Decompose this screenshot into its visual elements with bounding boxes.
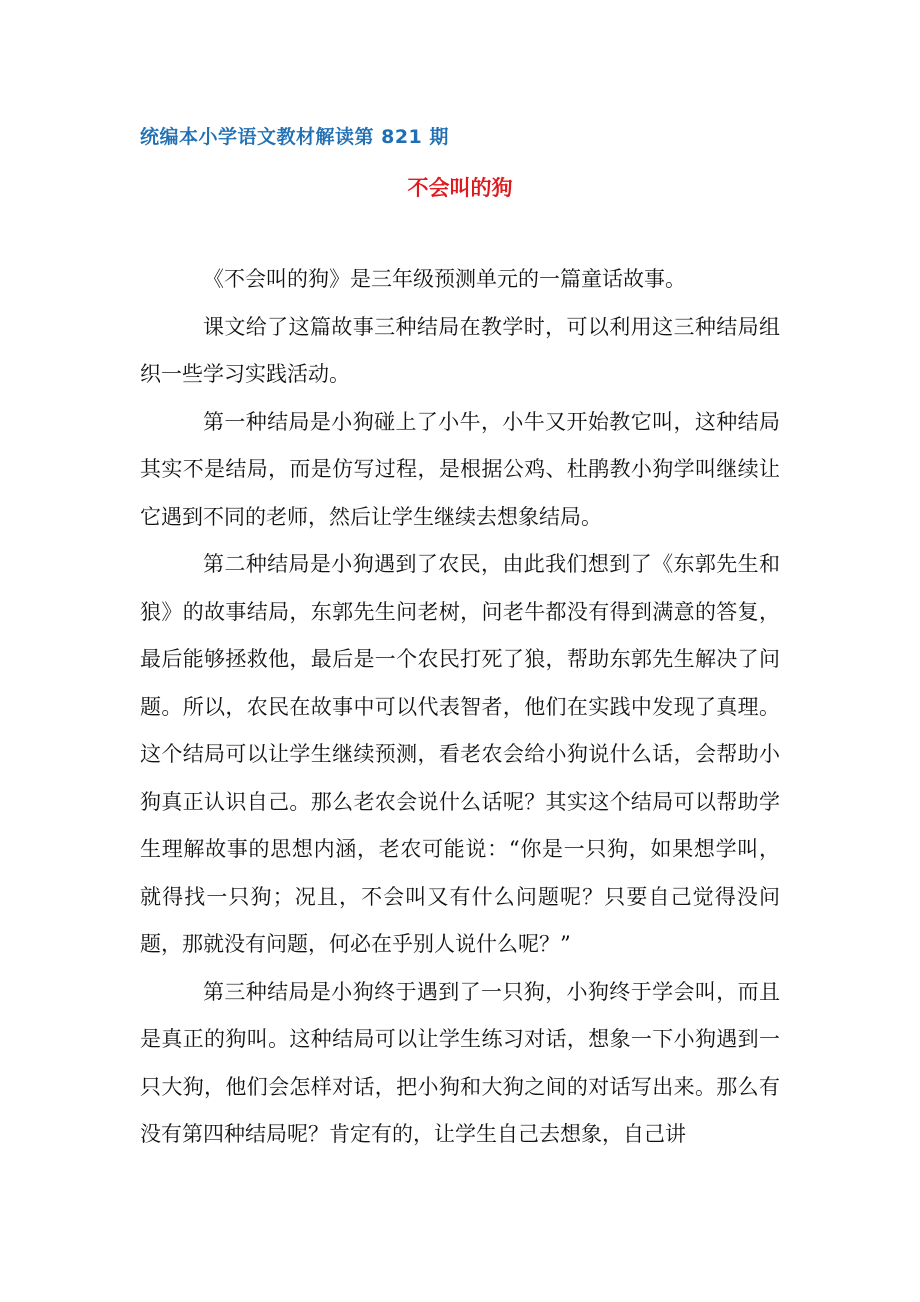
paragraph-5: 第三种结局是小狗终于遇到了一只狗，小狗终于学会叫，而且是真正的狗叫。这种结局可以让学生练习对话，想象一下小狗遇到一只大狗，他们会怎样对话，把小狗和大狗之间的对话写出来。那么有没有第四种结局呢？肯定有的，让学生自己去想象，自己讲 [140, 979, 780, 1146]
paragraph-3: 第一种结局是小狗碰上了小牛，小牛又开始教它叫，这种结局其实不是结局，而是仿写过程，是根据公鸡、杜鹃教小狗学叫继续让它遇到不同的老师，然后让学生继续去想象结局。 [140, 409, 780, 529]
paragraph-2: 课文给了这篇故事三种结局在教学时，可以利用这三种结局组织一些学习实践活动。 [140, 314, 780, 386]
series-title: 统编本小学语文教材解读第 821 期 [140, 126, 449, 148]
paragraph-4: 第二种结局是小狗遇到了农民，由此我们想到了《东郭先生和狼》的故事结局，东郭先生问老树，问老牛都没有得到满意的答复，最后能够拯救他，最后是一个农民打死了狼，帮助东郭先生解决了问题。所以，农民在故事中可以代表智者，他们在实践中发现了真理。这个结局可以让学生继续预测，看老农会给小狗说什么话，会帮助小狗真正认识自己。那么老农会说什么话呢？其实这个结局可以帮助学生理解故事的思想内涵，老农可能说：“你是一只狗，如果想学叫，就得找一只狗；况且，不会叫又有什么问题呢？只要自己觉得没问题，那就没有问题，何必在乎别人说什么呢？” [140, 552, 780, 956]
article-title: 不会叫的狗 [407, 176, 513, 200]
paragraph-1: 《不会叫的狗》是三年级预测单元的一篇童话故事。 [203, 267, 686, 291]
article-body [140, 256, 780, 1159]
